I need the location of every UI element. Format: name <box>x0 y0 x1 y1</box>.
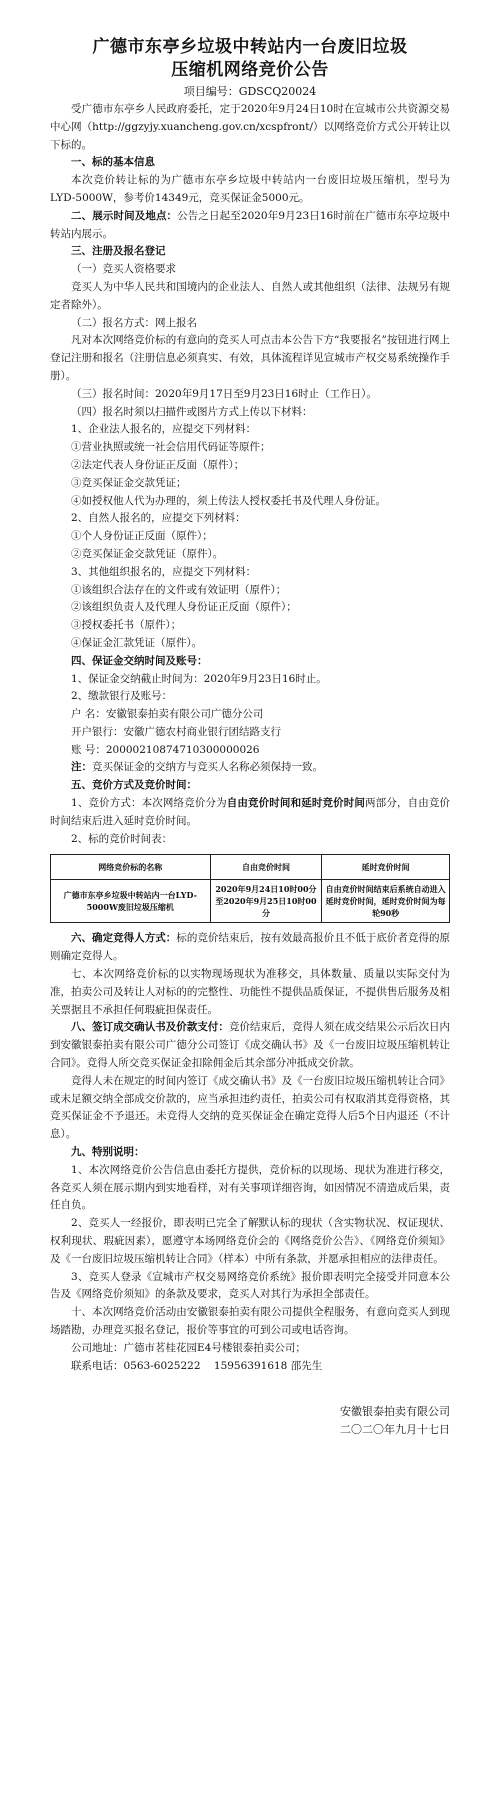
page-title <box>50 36 450 82</box>
list-item: ③授权委托书（原件）； <box>71 619 182 632</box>
account-holder: 户 名：安徽银泰拍卖有限公司广德分公司 <box>71 708 264 721</box>
list-item: ①营业执照或统一社会信用代码证等原件； <box>71 441 271 454</box>
bank-name: 开户银行：安徽广德农村商业银行团结路支行 <box>71 725 281 738</box>
section-1-text: 本次竞价转让标的为广德市东亭乡垃圾中转站内一台废旧垃圾压缩机，型号为LYD-5000W，参考价14349元，竞买保证金5000元。 <box>50 174 450 204</box>
company-address: 公司地址：广德市茗桂花园E4号楼银泰拍卖公司； <box>71 1341 306 1354</box>
list-item: ④如授权他人代为办理的，须上传法人授权委托书及代理人身份证。 <box>71 494 386 507</box>
deposit-note <box>50 759 450 777</box>
project-number: 项目编号：GDSCQ20024 <box>183 85 317 98</box>
table-header: 网络竞价标的名称 <box>51 855 211 880</box>
note-label: 注： <box>71 761 92 774</box>
section-3-4-3-heading: 3、其他组织报名的，应提交下列材料： <box>71 565 257 578</box>
table-header-row <box>51 855 450 880</box>
table-cell: 广德市东亭乡垃圾中转站内一台LYD-5000W废旧垃圾压缩机 <box>51 880 211 923</box>
individual-materials-list <box>50 528 450 564</box>
bank-heading: 2、缴款银行及账号： <box>71 690 173 703</box>
section-3-2-heading: （二）报名方式：网上报名 <box>71 316 197 329</box>
list-item: ②法定代表人身份证正反面（原件）； <box>71 458 245 471</box>
account-number: 账 号：20000210874710300000026 <box>71 743 260 756</box>
section-3-4-heading: （四）报名时须以扫描件或图片方式上传以下材料： <box>71 405 313 418</box>
contact-phone: 联系电话：0563-6025222 15956391618 邵先生 <box>71 1359 323 1372</box>
signature-block <box>50 1403 450 1439</box>
section-3-heading: 三、注册及报名登记 <box>71 245 166 258</box>
section-8-text: 竞价结束后，竞得人须在成交结果公示后次日内到安徽银泰拍卖有限公司广德分公司签订《成交确认书》及《一台废旧垃圾压缩机转让合同》。竞得人所交竞买保证金扣除佣金后其余部分冲抵成交价款。 <box>50 1021 451 1070</box>
section-5-heading: 五、竞价方式及竞价时间： <box>71 779 197 792</box>
section-3-3: （三）报名时间：2020年9月17日至9月23日16时止（工作日）。 <box>71 387 377 400</box>
list-item: ②竞买保证金交款凭证（原件）。 <box>71 547 224 560</box>
section-8-heading: 八、签订成交确认书及价款支付： <box>71 1021 229 1034</box>
list-item: ③竞买保证金交款凭证； <box>71 476 187 489</box>
title-line-1: 广德市东亭乡垃圾中转站内一台废旧垃圾 <box>92 37 408 57</box>
section-10-text: 十、本次网络竞价活动由安徽银泰拍卖有限公司提供全程服务，有意向竞买人到现场踏勘，办理竞买报名登记，报价等事宜的可到公司或电话咨询。 <box>50 1306 450 1336</box>
organization-materials-list <box>50 582 450 653</box>
section-9-heading: 九、特别说明： <box>71 1146 145 1159</box>
section-9-2: 2、竞买人一经报价，即表明已完全了解默认标的现状（含实物状况、权证现状、权利现状、瑕疵因素），愿遵守本场网络竞价会的《网络竞价公告》、《网络竞价须知》及《一台废旧垃圾压缩机转让合同》（样本）中所有条款，并愿承担相应的法律责任。 <box>50 1217 450 1265</box>
signature-company: 安徽银泰拍卖有限公司 <box>340 1405 450 1419</box>
section-3-4-2-heading: 2、自然人报名的，应提交下列材料： <box>71 512 246 525</box>
section-4-heading: 四、保证金交纳时间及账号： <box>71 654 208 667</box>
section-3-1-text: 竞买人为中华人民共和国境内的企业法人、自然人或其他组织（法律、法规另有规定者除外）。 <box>50 280 450 311</box>
bidding-schedule-table <box>50 854 450 923</box>
list-item: ①个人身份证正反面（原件）； <box>71 530 213 543</box>
table-row <box>51 880 450 923</box>
section-8-text-2: 竞得人未在规定的时间内签订《成交确认书》及《一台废旧垃圾压缩机转让合同》或未足额交纳全部成交价款的，应当承担违约责任，拍卖公司有权取消其竞得资格，其竞买保证金不予退还。未竞得人交纳的竞买保证金在确定竞得人后5个日内退还（不计息）。 <box>50 1074 450 1141</box>
bidding-method-a: 1、竞价方式：本次网络竞价分为 <box>71 797 227 810</box>
section-1-heading: 一、标的基本信息 <box>71 156 155 169</box>
section-6-heading: 六、确定竞得人方式： <box>71 932 177 945</box>
section-6 <box>50 930 450 966</box>
table-header: 延时竞价时间 <box>322 855 450 880</box>
section-7-text: 七、本次网络竞价标的以实物现场现状为准移交，具体数量、质量以实际交付为准，拍卖公司及转让人对标的的完整性、功能性不提供品质保证，不提供售后服务及相关票据且不承担任何瑕疵担保责任。 <box>50 968 450 1016</box>
bidding-method-c: 两部分，自由竞价时间结束后进入延时竞价时间。 <box>50 797 451 827</box>
section-3-2-text: 凡对本次网络竞价标的有意向的竞买人可点击本公告下方“我要报名”按钮进行网上登记注册和报名（注册信息必须真实、有效，具体流程详见宣城市产权交易系统操作手册）。 <box>50 334 450 382</box>
section-2-text: 公告之日起至2020年9月23日16时前在广德市东亭垃圾中转站内展示。 <box>50 209 451 240</box>
table-header: 自由竞价时间 <box>210 855 322 880</box>
section-8 <box>50 1019 450 1072</box>
list-item: ②该组织负责人及代理人身份证正反面（原件）； <box>71 601 297 614</box>
table-cell: 自由竞价时间结束后系统自动进入延时竞价时间，延时竞价时间为每轮90秒 <box>322 880 450 923</box>
section-6-text: 标的竞价结束后，按有效最高报价且不低于底价者竞得的原则确定竞得人。 <box>50 932 451 963</box>
bidding-method <box>50 795 450 831</box>
intro-paragraph: 受广德市东亭乡人民政府委托，定于2020年9月24日10时在宣城市公共资源交易中心网（http://ggzyjy.xuancheng.gov.cn/xcspfront/）以网络竞价方式公开转让以下标的。 <box>50 103 450 151</box>
section-3-1-heading: （一）竞买人资格要求 <box>71 263 176 276</box>
list-item: ④保证金汇款凭证（原件）。 <box>71 636 203 649</box>
table-cell: 2020年9月24日10时00分至2020年9月25日10时00分 <box>210 880 322 923</box>
list-item: ①该组织合法存在的文件或有效证明（原件）； <box>71 583 287 596</box>
bidding-method-b: 自由竞价时间和延时竞价时间 <box>226 797 366 810</box>
section-3-4-1-heading: 1、企业法人报名的，应提交下列材料： <box>71 423 257 436</box>
schedule-heading: 2、标的竞价时间表： <box>71 832 173 845</box>
title-line-2: 压缩机网络竞价公告 <box>171 60 329 80</box>
section-9-3: 3、竞买人登录《宣城市产权交易网络竞价系统》报价即表明完全接受并同意本公告及《网络竞价须知》的条款及要求，竞买人对其行为承担全部责任。 <box>50 1270 450 1301</box>
corporate-materials-list <box>50 439 450 510</box>
deposit-deadline: 1、保证金交纳截止时间为：2020年9月23日16时止。 <box>71 672 327 685</box>
section-9-1: 1、本次网络竞价公告信息由委托方提供，竞价标的以现场、现状为准进行移交，各竞买人须在展示期内到实地看样，对有关事项详细咨询，如因情况不清造成后果，责任自负。 <box>50 1163 450 1212</box>
section-2-heading: 二、展示时间及地点： <box>71 209 178 222</box>
note-text: 竞买保证金的交纳方与竞买人名称必须保持一致。 <box>92 761 323 774</box>
section-2 <box>50 208 450 244</box>
signature-date: 二〇二〇年九月十七日 <box>340 1423 450 1437</box>
